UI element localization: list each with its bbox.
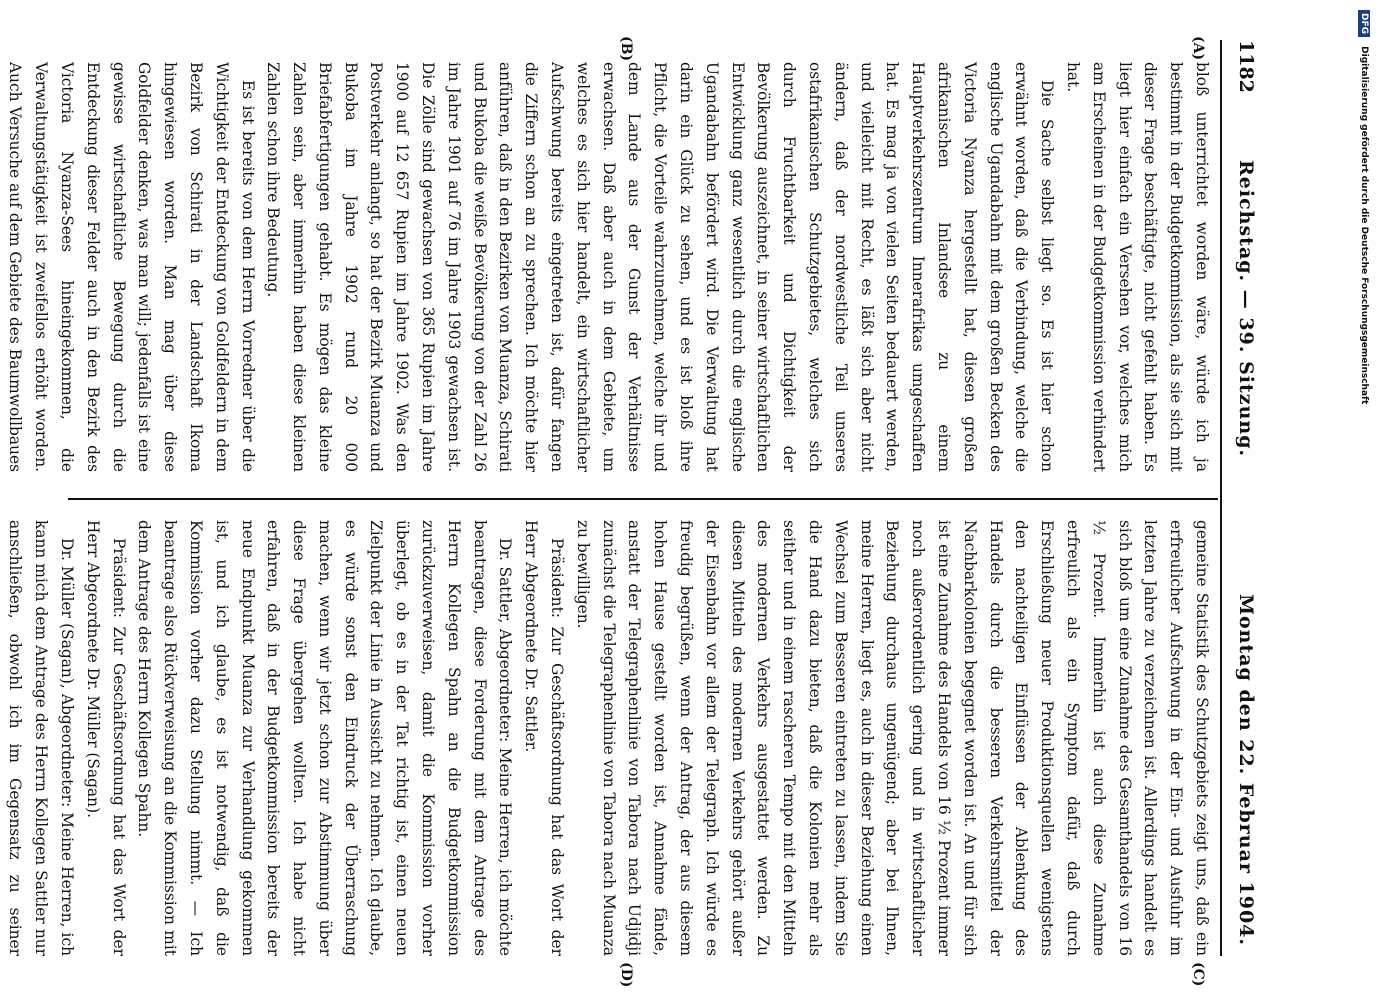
header-rule [1220, 40, 1222, 956]
president-remark: Präsident: Zur Geschäftsordnung hat das Wort der Herr Abgeordnete Dr. Sattler. [522, 520, 567, 956]
paragraph: gemeine Statistik des Schutzgebiets zeigt uns, daß ein erfreulicher Aufschwung in der Ein- und Ausfuhr im letzten Jahre zu verzeichnen ist. Allerdings handelt es sich bloß um eine Zunahme des Gesamthandels von 16 ½ Prozent. Immerhin ist auch diese Zunahme erfreulich als ein Symptom dafür, daß durch Erschließung neuer Produktionsquellen wenigstens den nachteiligen Einflüssen der Ablenkung des Handels durch die besseren Verkehrsmittel der Nachbarkolonien begegnet worden ist. An und für sich ist eine Zunahme des Handels von 16 ½ Prozent immer noch außerordentlich gering und in wirtschaftlicher Beziehung durchaus ungenügend; aber bei Ihnen, meine Herren, liegt es, auch in dieser Beziehung einen Wechsel zum Besseren eintreten zu lassen, indem Sie die Hand dazu bieten, daß die Kolonien mehr als seither und in einem rascheren Tempo mit den Mitteln des modernen Verkehrs ausgestattet werden. Zu diesen Mitteln des modernen Verkehrs gehört außer der Eisenbahn vor allem der Telegraph. Ich würde es freudig begrüßen, wenn der Antrag, der aus diesem hohen Hause gestellt worden ist, Annahme fände, anstatt der Telegraphenlinie von Tabora nach Udjidji zunächst die Telegraphenlinie von Tabora nach Muanza zu bewilligen. [573, 520, 1211, 956]
page-number: 1182 [1235, 40, 1257, 93]
digitization-note: Digitalisierung gefördert durch die Deutsche Forschungsgemeinschaft [1359, 46, 1369, 405]
page-header [1228, 40, 1258, 956]
margin-marker-a: (A) [1190, 36, 1206, 61]
dfg-logo: DFG [1358, 10, 1370, 37]
digitization-sidebar [1353, 10, 1373, 970]
margin-marker-d: (D) [618, 962, 634, 988]
speech-mueller: Dr. Müller (Sagan), Abgeordneter: Meine Herren, ich kann mich dem Antrage des Herrn Kollegen Sattler nur anschließen, obwohl ich im Gegensatz zu seiner [6, 520, 76, 956]
date-title: Montag den 22. Februar 1904. [1235, 593, 1257, 946]
left-column [0, 62, 1214, 472]
right-column [0, 520, 1214, 956]
column-divider [68, 498, 1218, 500]
paragraph: Es ist bereits von dem Herrn Vorredner über die Wichtigkeit der Entdeckung von Goldfeldern in dem Bezirk von Schirati in der Landschaft Ikoma hingewiesen worden. Man mag über diese Goldfelder denken, was man will; jedenfalls ist eine gewisse wirtschaftliche Bewegung durch die Entdeckung dieser Felder auch in den Bezirk des Victoria Nyanza-Sees hineingekommen, die Verwaltungstätigkeit ist zweifellos erhöht worden. Auch Versuche auf dem Gebiete des Baumwollbaues [6, 62, 257, 472]
session-title: Reichstag. — 39. Sitzung. [1235, 160, 1257, 458]
paragraph: Die Sache selbst liegt so. Es ist hier schon erwähnt worden, daß die Verbindung, welche die englische Ugandabahn mit dem großen Becken des Victoria Nyanza hergestellt hat, diesen großen afrikanischen Inlandsee zu einem Hauptverkehrszentrum Innerafrikas umgeschaffen hat. Es mag ja von vielen Seiten bedauert werden, und vielleicht mit Recht, es läßt sich aber nicht ändern, daß der nordwestliche Teil unseres ostafrikanischen Schutzgebietes, welches sich durch Fruchtbarkeit und Dichtigkeit der Bevölkerung auszeichnet, in seiner wirtschaftlichen Entwicklung ganz wesentlich durch die englische Ugandabahn befördert wird. Die Verwaltung hat darin ein Glück zu sehen, und es ist bloß ihre Pflicht, die Vorteile wahrzunehmen, welche ihr und dem Lande aus der Gunst der Verhältnisse erwachsen. Daß aber auch in dem Gebiete, um welches es sich hier handelt, ein wirtschaftlicher Aufschwung bereits eingetreten ist, dafür fangen die Ziffern schon an zu sprechen. Ich möchte hier anführen, daß in den Bezirken von Muanza, Schirati und Bukoba die weiße Bevölkerung von der Zahl 26 im Jahre 1901 auf 76 im Jahre 1903 gewachsen ist. Die Zölle sind gewachsen von 365 Rupien im Jahre 1900 auf 12 657 Rupien im Jahre 1902. Was den Postverkehr anlangt, so hat der Bezirk Muanza und Bukoba im Jahre 1902 rund 20 000 Briefabfertigungen gehabt. Es mögen das kleine Zahlen sein, aber immerhin haben diese kleinen Zahlen schon ihre Bedeutung. [264, 62, 1057, 472]
margin-marker-c: (C) [1190, 962, 1206, 987]
president-remark: Präsident: Zur Geschäftsordnung hat das Wort der Herr Abgeordnete Dr. Müller (Sagan). [83, 520, 128, 956]
speech-sattler: Dr. Sattler, Abgeordneter: Meine Herren, ich möchte beantragen, diese Forderung mit dem Antrage des Herrn Kollegen Spahn an die Budgetkommission zurückzuverweisen, damit die Kommission vorher überlegt, ob es in der Tat richtig ist, einen neuen Zielpunkt der Linie in Aussicht zu nehmen. Ich glaube, es würde sonst den Eindruck der Überraschung machen, wenn wir jetzt schon zur Abstimmung über diese Frage übergehen wollten. Ich habe nicht erfahren, daß in der Budgetkommission bereits der neue Endpunkt Muanza zur Verhandlung gekommen ist, und ich glaube, es ist notwendig, daß die Kommission vorher dazu Stellung nimmt. — Ich beantrage also Rückverweisung an die Kommission mit dem Antrage des Herrn Kollegen Spahn. [135, 520, 515, 956]
paragraph: bloß unterrichtet worden wäre, würde ich ja bestimmt in der Budgetkommission, als sie sich mit dieser Frage beschäftigte, nicht gefehlt haben. Es liegt hier einfach ein Versehen vor, welches mich am Erscheinen in der Budgetkommission verhindert hat. [1064, 62, 1211, 472]
margin-marker-b: (B) [618, 36, 634, 62]
